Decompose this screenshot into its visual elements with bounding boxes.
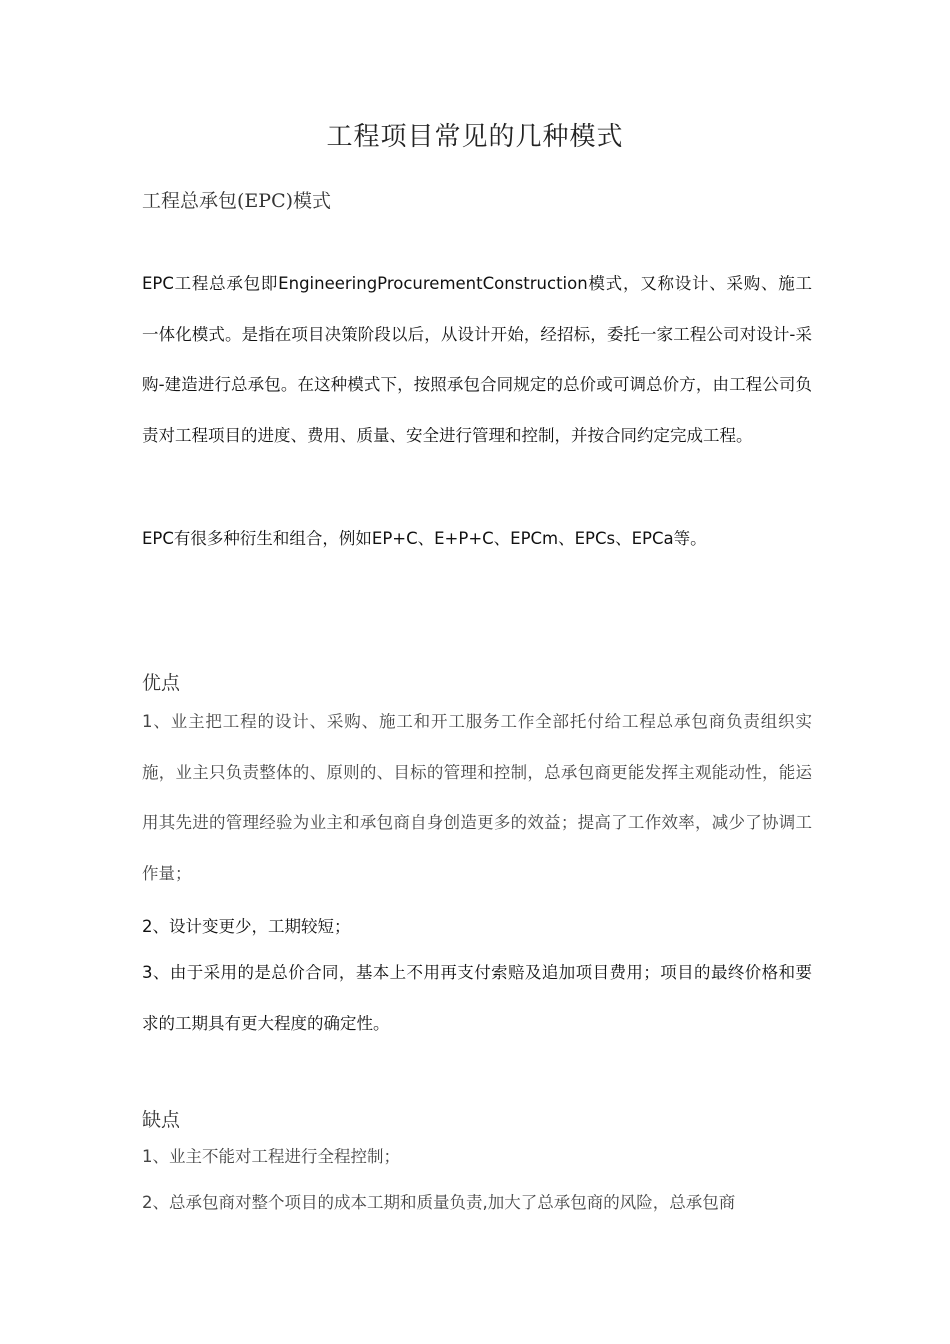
disadvantages-heading: 缺点 <box>142 1109 181 1131</box>
section-heading-epc: 工程总承包(EPC)模式 <box>142 190 332 212</box>
disadvantage-item-2: 2、总承包商对整个项目的成本工期和质量负责,加大了总承包商的风险，总承包商 <box>142 1193 736 1212</box>
advantage-item-1: 1、业主把工程的设计、采购、施工和开工服务工作全部托付给工程总承包商负责组织实施，业主只负责整体的、原则的、目标的管理和控制，总承包商更能发挥主观能动性，能运用其先进的管理经验为业主和承包商自身创造更多的效益；提高了工作效率，减少了协调工作量； <box>142 712 812 883</box>
variants-line: EPC有很多种衍生和组合，例如EP+C、E+P+C、EPCm、EPCs、EPCa等。 <box>142 529 707 548</box>
disadvantage-item-1: 1、业主不能对工程进行全程控制； <box>142 1147 400 1166</box>
advantages-heading: 优点 <box>142 672 181 694</box>
document-title: 工程项目常见的几种模式 <box>326 122 624 152</box>
advantage-item-2: 2、设计变更少，工期较短； <box>142 917 351 936</box>
intro-paragraph: EPC工程总承包即EngineeringProcurementConstruction模式，又称设计、采购、施工一体化模式。是指在项目决策阶段以后，从设计开始，经招标，委托一家工程公司对设计-采购-建造进行总承包。在这种模式下，按照承包合同规定的总价或可调总价方，由工程公司负责对工程项目的进度、费用、质量、安全进行管理和控制，并按合同约定完成工程。 <box>142 274 812 445</box>
advantage-item-3: 3、由于采用的是总价合同，基本上不用再支付索赔及追加项目费用；项目的最终价格和要求的工期具有更大程度的确定性。 <box>142 963 812 1033</box>
